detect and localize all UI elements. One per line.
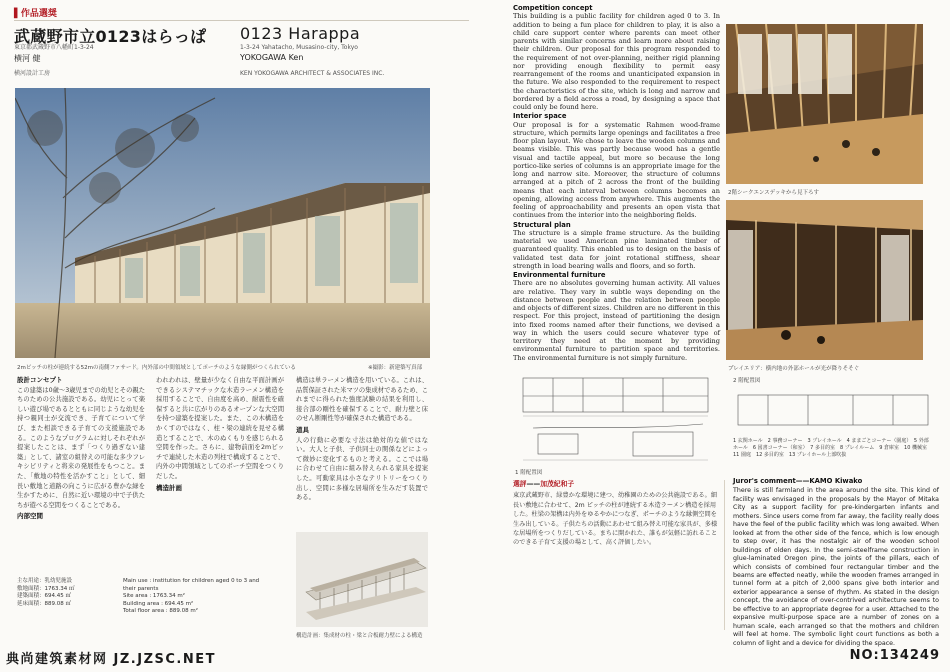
address-en: 1-3-24 Yahatacho, Musasino-city, Tokyo xyxy=(240,44,358,51)
plan-legend: 1 玄関ホール 2 事務コーナー 3 プレイホール 4 ままごとコーナー（園庭） 5 外部ホール 6 図書コーナー（和室） 7 多目的室 8 プレイルーム 9 倉庫室 10 機械室 11 園庭 12 多目的室 13 プレイホール上部吹抜 xyxy=(733,438,933,458)
jp-text-concept: この建築は0歳〜3歳児までの幼児とその親たちのための公共施設である。幼児にとって楽しい遊び場であるとともに同じような幼児を持つ親同士が交流でき、子育てについて学び、また相談できる子育ての支援施設である。このようなプログラムに対しそれぞれが提案したことは、まず「つくり過ぎない建築」として、諸室の組替えの可能な多少フレキシビリティと将来の発展性をもつこと。また、「敷地の特性を活かすこと」として、細長い敷地と道路の向こうに広がる豊かな緑を生かすために、自然に近い環境の中で子供たちが遊べる空間をつくることである。 xyxy=(17,386,145,509)
jp-column-1 xyxy=(17,376,145,522)
interior-photo-lower-illustration xyxy=(726,200,923,360)
review-title-author: 加茂紀和子 xyxy=(540,480,575,488)
comment-title: Juror's comment——KAMO Kiwako xyxy=(733,477,863,485)
jp-column-2 xyxy=(156,376,284,493)
english-text-column xyxy=(513,4,720,363)
review-title-label: 選評 xyxy=(513,480,527,488)
column-divider xyxy=(724,480,725,630)
review-title: 選評——加茂紀和子 xyxy=(513,480,575,488)
comment-title-author: KAMO Kiwako xyxy=(809,477,863,485)
building-data-en: Main use : institution for children aged 0 to 3 and their parents Site area : 1763.34 m² Building area : 694.45 m² Total floor area : 889.08 m² xyxy=(123,578,260,614)
jp-column-3 xyxy=(296,376,428,505)
plan2-caption: 2 階配置図 xyxy=(733,378,761,384)
en-heading-interior: Interior space xyxy=(513,112,567,121)
comment-title-label: Juror's comment xyxy=(733,477,796,485)
address-jp: 東京都武蔵野市八幡町1-3-24 xyxy=(14,44,94,51)
en-text-structural: The structure is a simple frame structure. As the building material we used American pine laminated timber of guaranteed quality. This enabled us to design on the basis of validated test data for joint rotational stiffness, shear strength in load bearing walls and floors, and so forth. xyxy=(513,228,720,270)
author-en: YOKOGAWA Ken xyxy=(240,53,304,62)
jp-heading-structure: 構造計画 xyxy=(156,483,182,492)
structure-render-illustration xyxy=(296,532,428,627)
second-floor-plan xyxy=(733,383,933,435)
title-jp: 武蔵野市立0123はらっぱ xyxy=(14,27,207,46)
jp-text-interior: われわれは、壁量が少なく自由な平面計画ができるシステマチックな木造ラーメン構造を採用することで、自由度を高め、耐震性を確保すると共に広がりのあるオープンな大空間を持つ建築を提案した。また、この木構造をかくすのではなく、柱・梁の連続を見せる構造とすることで、木のぬくもりを感じられる空間を作った。さらに、建物前面を2mピッチで連続した木造の列柱で構成することで、内外の中間領域としてのポーチ空間をつくりだした。 xyxy=(156,377,284,480)
upper-photo-caption: 2階シークエンスデッキから見下ろす xyxy=(728,190,820,196)
ground-floor-plan-drawing xyxy=(513,368,718,468)
review-jp xyxy=(513,480,719,548)
watermark-text: 典尚建筑素材网 JZ.JZSC.NET xyxy=(6,652,216,667)
interior-photo-upper xyxy=(726,24,923,184)
section-tag: ▌作品選奨 xyxy=(14,9,57,19)
en-heading-structural: Structural plan xyxy=(513,220,571,229)
review-text: 東京武蔵野市、緑豊かな環境に建つ、幼稚園のための公共施設である。細長い敷地に合わせて、2m ピッチの柱が連続する木造ラーメン構造を採用した。柱梁の架構は内外をゆるやかにつなぎ、ポーチのような縁側空間を生み出している。子供たちの活動にあわせて組み替え可能な家具が、多様な居場所をつくりだしている。まちに開かれた、誰もが気軽に訪れることのできる子育て支援の場として、高く評価したい。 xyxy=(513,492,718,547)
author-jp: 横河 健 xyxy=(14,54,41,63)
office-jp: 横河設計工房 xyxy=(14,70,51,77)
interior-photo-upper-illustration xyxy=(726,24,923,184)
main-photo-caption: 2mピッチの柱が連続する52mの南側ファサード。内外部の中間領域としてポーチのような縁側がつくられている xyxy=(17,365,296,371)
jp-text-structure: 構造は単ラーメン構造を用いている。これは、品質保証された米マツの集成材であるため、これまでに得られた強度試験の結果を利用し、接合部の剛性を確保することで、耐力壁と床のせん断剛性等が確保された構造である。 xyxy=(296,377,428,423)
interior-photo-lower xyxy=(726,200,923,360)
jurors-comment xyxy=(733,477,939,648)
jp-heading-interior: 内部空間 xyxy=(17,512,43,521)
en-text-furniture: There are no absolutes governing human activity. All values are relative. They vary in subtle ways depending on the distance between people and the relation between people and objects of different sizes. Children are no different in this respect. For this project, instead of partitioning the design into fixed rooms named after their functions, we devised a way in which the users could secure whatever type of territory they need at the moment by providing environmental furniture to partition space and territories. The environmental furniture is not simply furniture. xyxy=(513,279,720,362)
header-rule xyxy=(14,20,469,21)
image-number: NO:134249 xyxy=(849,648,940,663)
en-text-competition: This building is a public facility for children aged 0 to 3. In addition to being a fun place for children to play, it is also a child care support center where parents can meet other parents with similar concerns and learn more about raising their children. Our proposal for this program responded to the requirement of not over-planning, neither rigid planning nor providing enough flexibility to permit easy rearrangement of the rooms and unanticipated expansion in the future. We also responded to the requirement to respect the characteristics of the site, which is long and narrow and bordered by a field across a road, by designing a space that could only be found here. xyxy=(513,12,720,111)
jp-text-furniture: 人の行動に必要な寸法は絶対的な値ではない。大人と子供、子供同士の関係などによって微妙に変化するものと考える。ここでは場に合わせて自由に組み替えられる家具を提案した。可動家具は小さなテリトリーをつくり出し、空間に多様な居場所を生みだす装置である。 xyxy=(296,436,428,502)
structure-render xyxy=(296,532,428,627)
photo-credit: ※撮影：新建築写真部 xyxy=(368,365,423,371)
en-text-interior: Our proposal is for a systematic Rahmen wood-frame structure, which permits large openings and facilitates a free floor plan layout. We chose to leave the wooden columns and beams visible. This was partly because wood has a gentle visual and tactile appeal, but more so because the long portico-like series of columns is an appropriate image for the long and narrow site. Moreover, the structure of columns arranged at a pitch of 2 across the front of the building means that each interval between columns becomes an opening, allowing access from anywhere. This augments the feeling of approachability and presents an open vista that continues from the interior into the neighboring fields. xyxy=(513,120,720,220)
comment-text: There is still farmland in the area around the site. This kind of facility was envisaged in the proposals by the Mayor of Mitaka City as a support facility for pre-kindergarten infants and mothers. Since users come from far away, the facility really does have the feel of the public facility which was long awaited. When looked at from the other side of the fence, which is low enough to step over, it has the nostalgic air of the wooden school buildings of olden days. In the semi-steelframe construction in glue-laminated Oregon pine, the joints of the pillars, each of which consists of combined four rectangular timber and the beams are effected neatly, while the wooden frames arranged in tunnel form at a pitch of 2,000 spans give both interior and exterior appearance a sense of rhythm. As stated in the design concept, the avoidance of over-contrived architecture seems to be effective to an appropriate degree for a user. Attached to the expansive multi-purpose space are a number of zones on a human scale, each arranged so that the mothers and children will feel at home. The symbolic light court functions as both a column of light and a device for dividing the space. xyxy=(733,487,939,647)
facade-photo-illustration xyxy=(15,88,430,358)
plan1-caption: 1 階配置図 xyxy=(515,470,543,476)
office-en: KEN YOKOGAWA ARCHITECT & ASSOCIATES INC. xyxy=(240,70,385,77)
jp-heading-furniture: 道具 xyxy=(296,425,309,434)
second-floor-plan-drawing xyxy=(733,383,933,435)
main-photo-facade xyxy=(15,88,430,358)
ground-floor-plan xyxy=(513,368,718,468)
building-data-jp: 主な用途：乳幼児施設 敷地面積：1763.34 ㎡ 建築面積：694.45 ㎡ 延床面積：889.08 ㎡ xyxy=(17,578,75,607)
en-heading-furniture: Environmental furniture xyxy=(513,271,606,279)
en-heading-competition: Competition concept xyxy=(513,4,593,12)
lower-photo-caption: プレイエリア：横内地の外部ホールが光が降りそそぐ xyxy=(728,366,860,372)
title-en: 0123 Harappa xyxy=(240,24,361,43)
jp-heading-concept: 設計コンセプト xyxy=(17,376,63,384)
render-caption: 構造計画：集成材の柱・梁と合板耐力壁による構造 xyxy=(296,633,423,639)
